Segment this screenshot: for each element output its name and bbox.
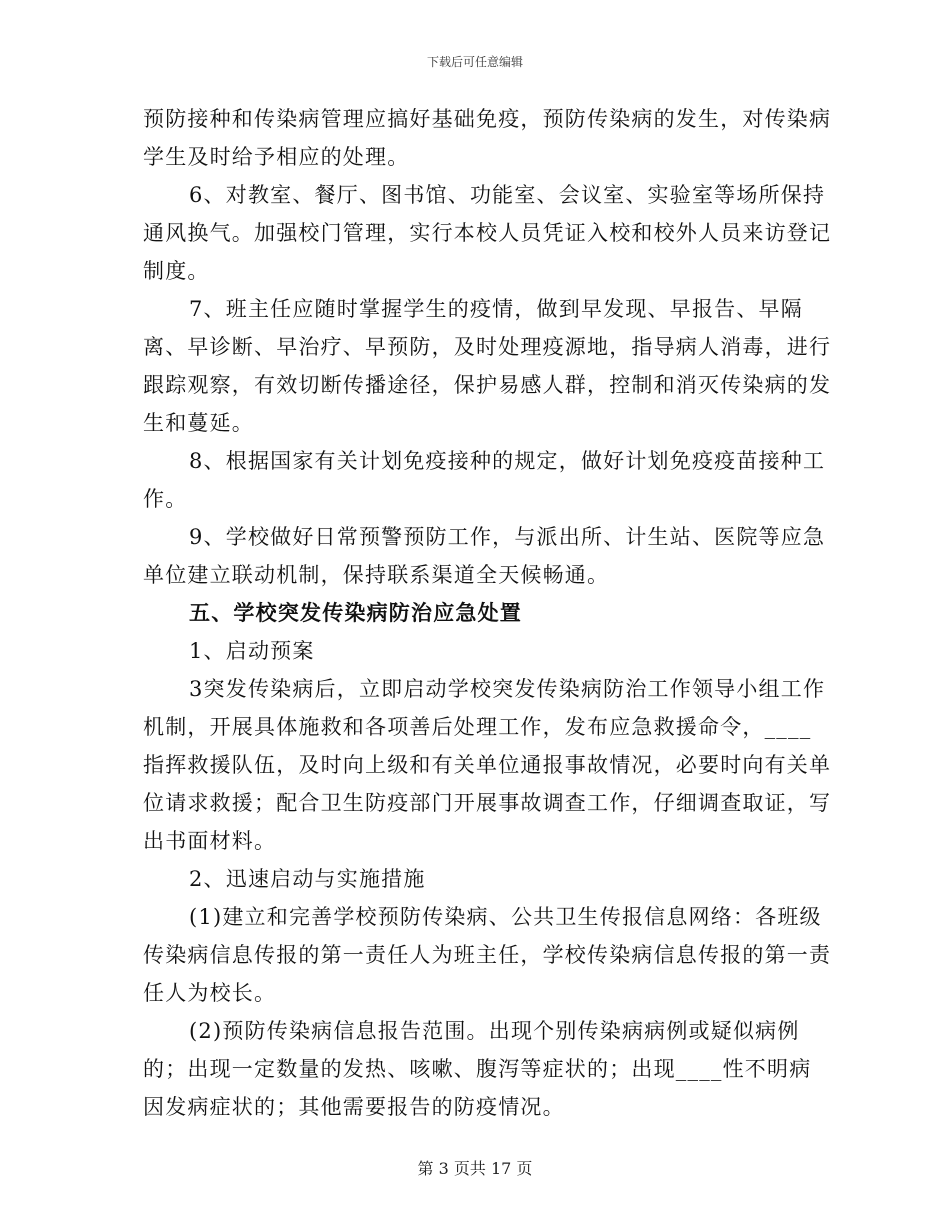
paragraph-item-9: 9、学校做好日常预警预防工作，与派出所、计生站、医院等应急单位建立联动机制，保持联系渠道全天候畅通。	[143, 525, 826, 587]
paragraph-item-7: 7、班主任应随时掌握学生的疫情，做到早发现、早报告、早隔离、早诊断、早治疗、早预防，及时处理疫源地，指导病人消毒，进行跟踪观察，有效切断传播途径，保护易感人群，控制和消灭传染病的发生和蔓延。	[143, 297, 832, 435]
paragraph-item-6: 6、对教室、餐厅、图书馆、功能室、会议室、实验室等场所保持通风换气。加强校门管理，实行本校人员凭证入校和校外人员来访登记制度。	[143, 183, 832, 283]
paragraph-start-plan-body: 3突发传染病后，立即启动学校突发传染病防治工作领导小组工作机制，开展具体施救和各项善后处理工作，发布应急救援命令，____指挥救援队伍，及时向上级和有关单位通报事故情况，必要时向有关单位请求救援；配合卫生防疫部门开展事故调查工作，仔细调查取证，写出书面材料。	[143, 677, 832, 853]
section-heading-5: 五、学校突发传染病防治应急处置	[189, 600, 522, 625]
paragraph-measure-2: (2)预防传染病信息报告范围。出现个别传染病病例或疑似病例的；出现一定数量的发热、咳嗽、腹泻等症状的；出现____性不明病因发病症状的；其他需要报告的防疫情况。	[143, 1019, 812, 1119]
paragraph-continuation: 预防接种和传染病管理应搞好基础免疫，预防传染病的发生，对传染病学生及时给予相应的处理。	[143, 107, 832, 169]
page-header: 下载后可任意编辑	[426, 55, 523, 69]
subheading-measures: 2、迅速启动与实施措施	[189, 867, 426, 891]
document-body	[143, 100, 833, 1126]
subheading-start-plan: 1、启动预案	[189, 639, 315, 663]
page-footer: 第 3 页共 17 页	[417, 1159, 533, 1178]
paragraph-measure-1: (1)建立和完善学校预防传染病、公共卫生传报信息网络：各班级传染病信息传报的第一责任人为班主任，学校传染病信息传报的第一责任人为校长。	[143, 905, 832, 1005]
paragraph-item-8: 8、根据国家有关计划免疫接种的规定，做好计划免疫疫苗接种工作。	[143, 449, 826, 511]
